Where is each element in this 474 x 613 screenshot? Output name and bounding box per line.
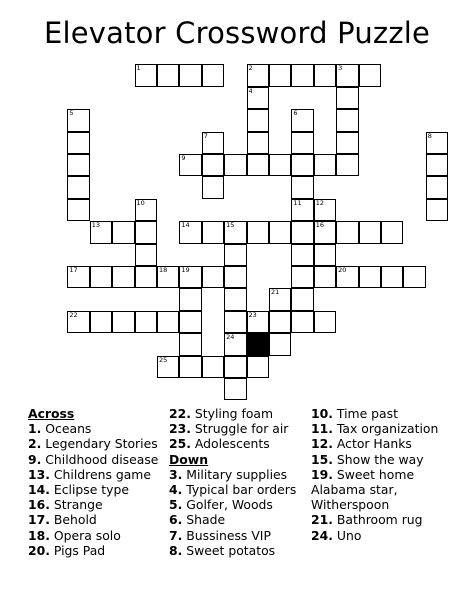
grid-cell[interactable]	[269, 311, 291, 333]
grid-cell[interactable]	[135, 244, 157, 266]
clue-number-label: 7.	[169, 527, 183, 543]
clue-text: Bussiness VIP	[182, 527, 271, 543]
grid-cell[interactable]	[247, 109, 269, 131]
grid-cell[interactable]	[291, 64, 313, 86]
clue-number: 1	[136, 64, 141, 73]
grid-cell[interactable]	[179, 333, 201, 355]
grid-cell[interactable]	[314, 266, 336, 288]
clue-item	[28, 528, 158, 543]
clue-item	[28, 467, 158, 482]
clue-number-label: 10.	[311, 406, 333, 421]
clue-number-label: 5.	[169, 497, 183, 513]
clue-number: 8	[427, 131, 432, 140]
clue-item	[169, 467, 296, 482]
grid-cell[interactable]	[202, 132, 224, 154]
clue-text: Bathroom rug	[332, 512, 423, 528]
grid-cell[interactable]	[291, 132, 313, 154]
grid-cell[interactable]	[291, 176, 313, 198]
clue-text: Military supplies	[182, 466, 288, 482]
grid-cell[interactable]	[269, 154, 291, 176]
clue-number: 5	[69, 109, 74, 118]
grid-cell[interactable]	[67, 176, 89, 198]
grid-cell[interactable]	[224, 154, 246, 176]
clue-item	[28, 497, 158, 512]
grid-cell[interactable]	[269, 333, 291, 355]
grid-cell[interactable]	[426, 132, 448, 154]
grid-cell[interactable]	[336, 132, 358, 154]
clues-column-2	[169, 406, 296, 558]
clue-number: 11	[293, 198, 302, 207]
clue-number: 10	[136, 198, 145, 207]
clue-item	[311, 528, 438, 543]
clue-item	[28, 543, 158, 558]
grid-cell[interactable]	[247, 154, 269, 176]
grid-cell[interactable]	[336, 87, 358, 109]
grid-cell[interactable]	[224, 288, 246, 310]
clue-text: Actor Hanks	[332, 436, 412, 452]
clue-text: Typical bar orders	[182, 482, 297, 498]
clue-item	[169, 528, 296, 543]
clue-item	[28, 452, 158, 467]
clue-number: 23	[248, 310, 257, 319]
clue-item	[169, 406, 296, 421]
clue-number-label: 2.	[28, 436, 42, 452]
grid-cell[interactable]	[314, 64, 336, 86]
grid-cell[interactable]	[157, 356, 179, 378]
grid-cell[interactable]	[202, 356, 224, 378]
grid-cell[interactable]	[359, 266, 381, 288]
grid-cell[interactable]	[157, 311, 179, 333]
clue-text: Struggle for air	[190, 421, 289, 437]
grid-cell[interactable]	[179, 154, 201, 176]
clue-text: Show the way	[332, 451, 424, 467]
across-clue-list-continued	[169, 406, 296, 452]
grid-cell[interactable]	[157, 64, 179, 86]
clues-column-3	[311, 406, 438, 543]
clue-text: Tax organization	[332, 421, 439, 437]
grid-cell[interactable]	[314, 221, 336, 243]
grid-cell[interactable]	[202, 154, 224, 176]
grid-cell[interactable]	[179, 356, 201, 378]
grid-cell[interactable]	[224, 266, 246, 288]
clue-number: 2	[248, 64, 253, 73]
grid-cell[interactable]	[291, 154, 313, 176]
grid-cell[interactable]	[269, 288, 291, 310]
clue-item	[28, 482, 158, 497]
grid-cell[interactable]	[314, 311, 336, 333]
grid-cell[interactable]	[67, 132, 89, 154]
page-title: Elevator Crossword Puzzle	[43, 16, 431, 50]
clue-number-label: 4.	[169, 482, 183, 498]
grid-cell[interactable]	[112, 221, 134, 243]
clue-number-label: 14.	[28, 482, 50, 498]
clue-text: Pigs Pad	[49, 542, 106, 558]
clue-item	[311, 406, 438, 421]
grid-cell[interactable]	[359, 64, 381, 86]
grid-cell[interactable]	[247, 87, 269, 109]
grid-cell[interactable]	[112, 266, 134, 288]
grid-cell[interactable]	[135, 266, 157, 288]
grid-cell[interactable]	[67, 266, 89, 288]
grid-cell[interactable]	[179, 221, 201, 243]
grid-cell[interactable]	[247, 356, 269, 378]
grid-cell[interactable]	[224, 356, 246, 378]
clue-item	[311, 512, 438, 527]
clue-number: 18	[158, 265, 168, 274]
clue-number: 17	[69, 265, 78, 274]
clue-number: 20	[338, 265, 347, 274]
clue-number-label: 19.	[311, 466, 333, 482]
clue-item	[28, 421, 158, 436]
clue-number-label: 13.	[28, 466, 50, 482]
grid-cell[interactable]	[224, 311, 246, 333]
grid-cell[interactable]	[336, 109, 358, 131]
clue-number: 13	[91, 221, 101, 230]
grid-cell[interactable]	[247, 132, 269, 154]
grid-cell[interactable]	[314, 244, 336, 266]
grid-cell[interactable]	[67, 154, 89, 176]
grid-cell[interactable]	[403, 266, 425, 288]
clue-number: 6	[293, 109, 298, 118]
grid-cell[interactable]	[135, 64, 157, 86]
grid-cell[interactable]	[135, 221, 157, 243]
grid-cell[interactable]	[291, 199, 313, 221]
clue-number: 3	[338, 64, 343, 73]
clue-number-label: 9.	[28, 451, 42, 467]
clue-number: 15	[226, 221, 235, 230]
clue-number-label: 20.	[28, 542, 50, 558]
grid-cell[interactable]	[179, 266, 201, 288]
clue-text: Behold	[49, 512, 97, 528]
clue-text: Sweet potatos	[182, 542, 276, 558]
clue-text: Adolescents	[190, 436, 270, 452]
grid-cell[interactable]	[291, 221, 313, 243]
clue-text: Golfer, Woods	[182, 497, 273, 513]
grid-cell[interactable]	[336, 221, 358, 243]
across-heading: Across	[28, 406, 75, 421]
grid-cell[interactable]	[179, 64, 201, 86]
clue-number: 24	[226, 333, 235, 342]
clue-number-label: 23.	[169, 421, 191, 437]
clue-text: Sweet home Alabama star, Witherspoon	[311, 466, 415, 513]
grid-cell[interactable]	[291, 244, 313, 266]
grid-cell[interactable]	[247, 311, 269, 333]
grid-cell[interactable]	[112, 311, 134, 333]
grid-cell[interactable]	[269, 64, 291, 86]
grid-cell[interactable]	[135, 311, 157, 333]
clue-number-label: 8.	[169, 542, 183, 558]
clue-number: 21	[270, 288, 280, 297]
clue-text: Oceans	[41, 421, 92, 437]
clue-item	[28, 512, 158, 527]
grid-cell[interactable]	[291, 288, 313, 310]
clue-number-label: 17.	[28, 512, 50, 528]
clue-number: 9	[181, 153, 186, 162]
clue-number-label: 24.	[311, 527, 333, 543]
clue-text: Childhood disease	[41, 451, 159, 467]
grid-cell[interactable]	[224, 333, 246, 355]
grid-cell[interactable]	[202, 64, 224, 86]
grid-cell[interactable]	[90, 221, 112, 243]
clue-number-label: 12.	[311, 436, 333, 452]
clue-text: Styling foam	[190, 406, 274, 421]
grid-cell[interactable]	[359, 221, 381, 243]
grid-cell[interactable]	[179, 311, 201, 333]
clue-item	[28, 436, 158, 451]
grid-cell[interactable]	[381, 221, 403, 243]
grid-cell[interactable]	[381, 266, 403, 288]
clue-text: Legendary Stories	[41, 436, 158, 452]
grid-cell[interactable]	[90, 311, 112, 333]
clue-number-label: 16.	[28, 497, 50, 513]
grid-cell[interactable]	[67, 199, 89, 221]
grid-cell[interactable]	[224, 378, 246, 400]
clue-item	[311, 452, 438, 467]
clue-item	[169, 543, 296, 558]
clue-text: Eclipse type	[49, 482, 129, 498]
grid-cell[interactable]	[67, 109, 89, 131]
grid-cell[interactable]	[426, 176, 448, 198]
clue-number-label: 25.	[169, 436, 191, 452]
clue-item	[169, 436, 296, 451]
clue-number: 12	[315, 198, 325, 207]
clue-item	[169, 482, 296, 497]
clue-item	[169, 497, 296, 512]
clue-number-label: 11.	[311, 421, 333, 437]
clue-item	[311, 467, 438, 513]
down-clue-list	[169, 467, 296, 558]
clues-column-1	[28, 406, 158, 558]
grid-cell[interactable]	[179, 288, 201, 310]
clue-text: Childrens game	[49, 466, 151, 482]
grid-cell[interactable]	[336, 64, 358, 86]
grid-cell[interactable]	[224, 221, 246, 243]
clue-number: 7	[203, 131, 208, 140]
clue-item	[311, 421, 438, 436]
clue-item	[169, 421, 296, 436]
grid-cell[interactable]	[291, 266, 313, 288]
clue-number-label: 15.	[311, 451, 333, 467]
grid-cell[interactable]	[291, 311, 313, 333]
clue-number-label: 18.	[28, 527, 50, 543]
clue-number-label: 1.	[28, 421, 42, 437]
clue-item	[169, 512, 296, 527]
grid-cell[interactable]	[135, 199, 157, 221]
clue-item	[311, 436, 438, 451]
clue-number: 16	[315, 221, 325, 230]
grid-cell[interactable]	[336, 266, 358, 288]
grid-cell[interactable]	[291, 109, 313, 131]
clue-number: 4	[248, 86, 253, 95]
grid-cell[interactable]	[67, 311, 89, 333]
clue-number-label: 21.	[311, 512, 333, 528]
grid-cell[interactable]	[202, 221, 224, 243]
clue-number: 25	[158, 355, 168, 364]
grid-cell[interactable]	[202, 266, 224, 288]
clue-number-label: 6.	[169, 512, 183, 528]
grid-cell[interactable]	[202, 176, 224, 198]
across-clue-list	[28, 421, 158, 558]
grid-cell[interactable]	[314, 154, 336, 176]
clue-text: Strange	[49, 497, 103, 513]
down-clue-list-continued	[311, 406, 438, 543]
grid-black-square	[247, 333, 269, 355]
clue-text: Opera solo	[49, 527, 121, 543]
clue-number: 14	[181, 221, 190, 230]
clue-text: Time past	[332, 406, 398, 421]
clue-text: Shade	[182, 512, 226, 528]
grid-cell[interactable]	[247, 64, 269, 86]
grid-cell[interactable]	[336, 154, 358, 176]
grid-cell[interactable]	[426, 154, 448, 176]
clue-number: 19	[181, 265, 190, 274]
clue-text: Uno	[332, 527, 362, 543]
grid-cell[interactable]	[247, 221, 269, 243]
grid-cell[interactable]	[426, 199, 448, 221]
grid-cell[interactable]	[224, 244, 246, 266]
grid-cell[interactable]	[269, 221, 291, 243]
clue-number-label: 3.	[169, 466, 183, 482]
grid-cell[interactable]	[314, 199, 336, 221]
clue-number: 22	[69, 310, 78, 319]
grid-cell[interactable]	[90, 266, 112, 288]
grid-cell[interactable]	[157, 266, 179, 288]
clue-number-label: 22.	[169, 406, 191, 421]
down-heading: Down	[169, 451, 209, 467]
